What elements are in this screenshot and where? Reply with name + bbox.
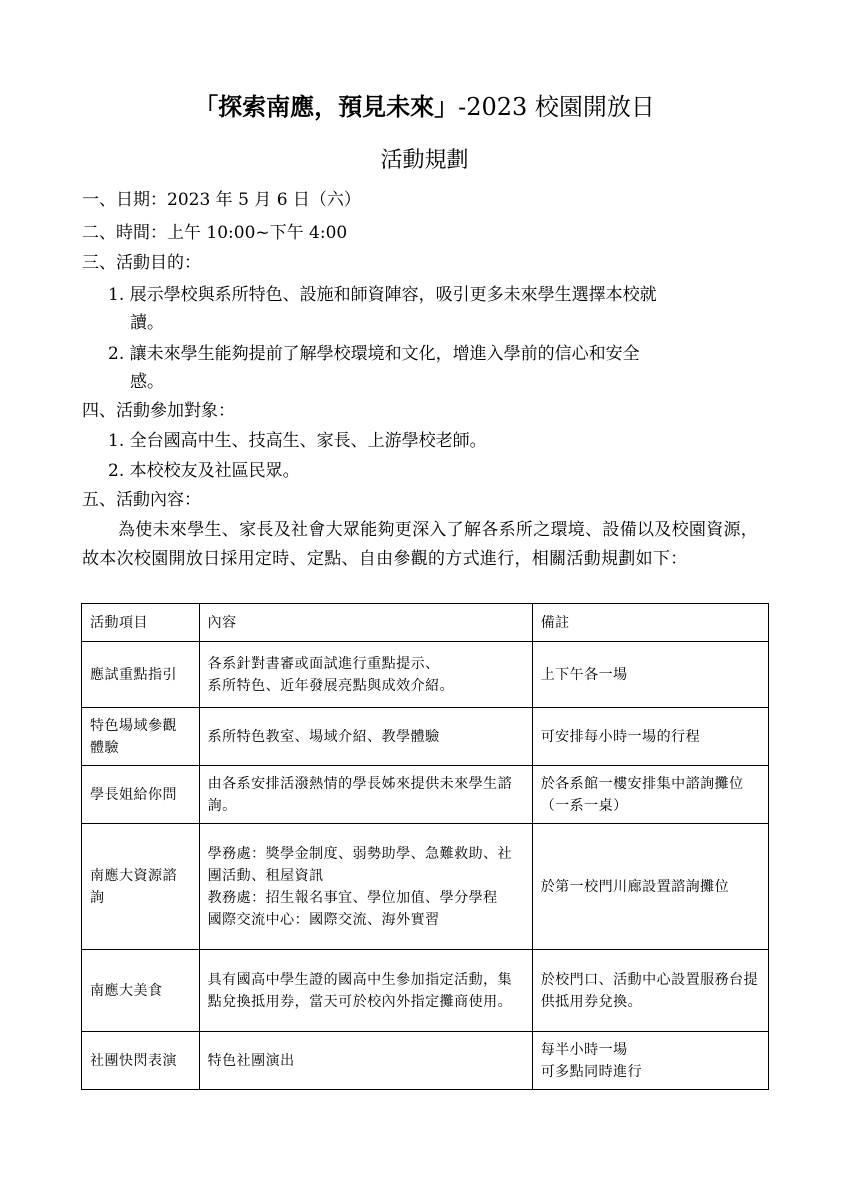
purpose-item-1-cont: 讀。	[130, 313, 164, 333]
note-line: 上下午各一場	[540, 666, 628, 683]
content-paragraph: 為使未來學生、家長及社會大眾能夠更深入了解各系所之環境、設備以及校園資源，故本次校園開放日採用定時、定點、自由參觀的方式進行，相關活動規劃如下：	[82, 520, 759, 569]
content-heading: 五、活動內容：	[82, 490, 201, 510]
content-line: 由各系安排活潑熱情的學長姊來提供未來學生諮詢。	[207, 775, 513, 814]
row-note	[532, 642, 768, 708]
time-line: 二、時間：上午 10:00~下午 4:00	[82, 223, 348, 243]
content-line: 國際交流中心：國際交流、海外實習	[207, 911, 440, 928]
row-item: 南應大美食	[82, 950, 200, 1032]
row-note	[532, 766, 768, 824]
row-item: 社團快閃表演	[82, 1032, 200, 1090]
table-row	[82, 950, 769, 1032]
content-line: 教務處：招生報名事宜、學位加值、學分學程	[207, 889, 498, 906]
table-row	[82, 642, 769, 708]
purpose-heading: 三、活動目的：	[82, 253, 201, 273]
row-item: 學長姐給你問	[82, 766, 200, 824]
table-row	[82, 824, 769, 950]
content-line: 系所特色、近年發展亮點與成效介紹。	[207, 677, 455, 694]
header-content: 內容	[199, 604, 532, 642]
purpose-item-1: 1. 展示學校與系所特色、設施和師資陣容，吸引更多未來學生選擇本校就	[108, 285, 657, 305]
note-line: 可安排每小時一場的行程	[540, 728, 701, 745]
content-line: 具有國高中學生證的國高中生參加指定活動，集點兌換抵用券，當天可於校內外指定攤商使用。	[207, 971, 513, 1010]
row-content	[199, 708, 532, 766]
note-line: 每半小時一場	[540, 1041, 628, 1058]
table-header-row	[82, 604, 769, 642]
audience-item-1: 1. 全台國高中生、技高生、家長、上游學校老師。	[108, 431, 487, 451]
row-content	[199, 766, 532, 824]
note-line: 可多點同時進行	[540, 1063, 643, 1080]
note-line: 於第一校門川廊設置諮詢攤位	[540, 878, 730, 895]
row-content	[199, 1032, 532, 1090]
note-line: 於校門口、活動中心設置服務台提供抵用券兌換。	[540, 971, 759, 1010]
document-title	[0, 90, 849, 124]
title-bold: 「探索南應，預見未來」	[194, 92, 459, 121]
row-note	[532, 1032, 768, 1090]
title-rest: -2023 校園開放日	[458, 93, 655, 121]
note-line: 於各系館一樓安排集中諮詢攤位（一系一桌）	[540, 775, 744, 814]
audience-item-2: 2. 本校校友及社區民眾。	[108, 461, 300, 481]
content-line: 特色社團演出	[207, 1052, 295, 1069]
row-content	[199, 950, 532, 1032]
row-item: 特色場域參觀體驗	[82, 708, 200, 766]
row-note	[532, 824, 768, 950]
purpose-item-2-cont: 感。	[130, 372, 164, 392]
header-note: 備註	[532, 604, 768, 642]
row-item: 應試重點指引	[82, 642, 200, 708]
row-content	[199, 824, 532, 950]
audience-heading: 四、活動參加對象：	[82, 401, 235, 421]
row-content	[199, 642, 532, 708]
document-subtitle: 活動規劃	[380, 148, 469, 173]
content-line: 各系針對書審或面試進行重點提示、	[207, 655, 440, 672]
header-item: 活動項目	[82, 604, 200, 642]
table-row	[82, 708, 769, 766]
content-line: 學務處：獎學金制度、弱勢助學、急難救助、社團活動、租屋資訊	[207, 845, 513, 884]
table-row	[82, 766, 769, 824]
table-row	[82, 1032, 769, 1090]
purpose-item-2: 2. 讓未來學生能夠提前了解學校環境和文化，增進入學前的信心和安全	[108, 344, 640, 364]
date-line: 一、日期：2023 年 5 月 6 日（六）	[82, 190, 361, 210]
row-note	[532, 950, 768, 1032]
content-line: 系所特色教室、場域介紹、教學體驗	[207, 728, 440, 745]
row-item: 南應大資源諮詢	[82, 824, 200, 950]
row-note	[532, 708, 768, 766]
activity-table	[81, 603, 769, 1090]
